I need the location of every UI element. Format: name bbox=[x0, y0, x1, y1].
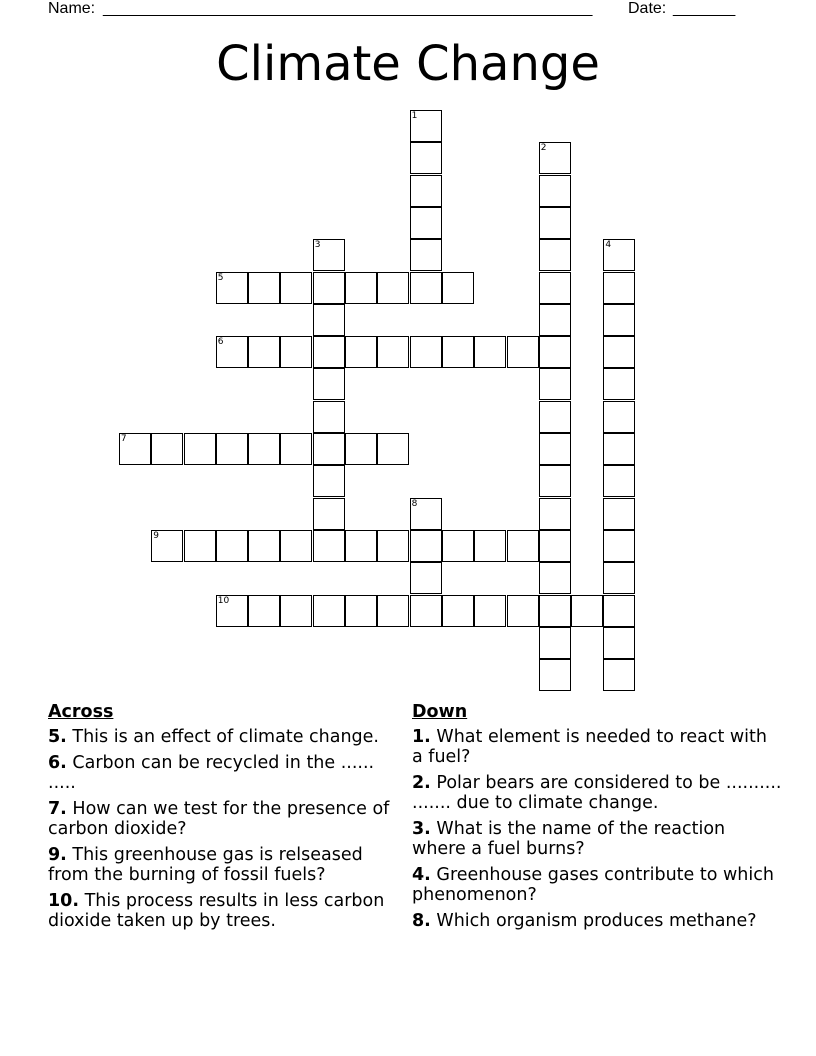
grid-cell[interactable] bbox=[603, 465, 635, 497]
clue-text: Polar bears are considered to be .......... ....... due to climate change. bbox=[412, 773, 782, 813]
grid-cell[interactable] bbox=[603, 433, 635, 465]
grid-cell[interactable] bbox=[313, 239, 345, 271]
grid-cell[interactable] bbox=[216, 272, 248, 304]
grid-cell[interactable] bbox=[216, 336, 248, 368]
clue-number-label: 2 bbox=[540, 143, 547, 154]
across-heading: Across bbox=[48, 702, 114, 722]
grid-cell[interactable] bbox=[377, 272, 409, 304]
grid-cell[interactable] bbox=[410, 336, 442, 368]
grid-cell[interactable] bbox=[184, 433, 216, 465]
clue-number: 1. bbox=[412, 727, 431, 747]
grid-cell[interactable] bbox=[539, 272, 571, 304]
grid-cell[interactable] bbox=[216, 530, 248, 562]
grid-cell[interactable] bbox=[539, 207, 571, 239]
grid-cell[interactable] bbox=[377, 336, 409, 368]
clue-text: What element is needed to react with a fuel? bbox=[412, 727, 767, 767]
grid-cell[interactable] bbox=[539, 498, 571, 530]
grid-cell[interactable] bbox=[248, 595, 280, 627]
grid-cell[interactable] bbox=[474, 530, 506, 562]
grid-cell[interactable] bbox=[151, 530, 183, 562]
grid-cell[interactable] bbox=[410, 142, 442, 174]
grid-cell[interactable] bbox=[313, 368, 345, 400]
grid-cell[interactable] bbox=[507, 530, 539, 562]
name-label: Name: bbox=[48, 0, 96, 17]
clue-number: 7. bbox=[48, 799, 67, 819]
grid-cell[interactable] bbox=[539, 465, 571, 497]
grid-cell[interactable] bbox=[410, 239, 442, 271]
grid-cell[interactable] bbox=[539, 368, 571, 400]
clue-down-8 bbox=[412, 911, 782, 931]
grid-cell[interactable] bbox=[410, 272, 442, 304]
grid-cell[interactable] bbox=[442, 336, 474, 368]
date-field[interactable]: _______ bbox=[673, 0, 736, 17]
clue-number: 10. bbox=[48, 891, 80, 911]
grid-cell[interactable] bbox=[442, 530, 474, 562]
date-label: Date: bbox=[628, 0, 667, 17]
grid-cell[interactable] bbox=[539, 142, 571, 174]
grid-cell[interactable] bbox=[410, 498, 442, 530]
grid-cell[interactable] bbox=[345, 433, 377, 465]
grid-cell[interactable] bbox=[603, 401, 635, 433]
grid-cell[interactable] bbox=[345, 336, 377, 368]
grid-cell[interactable] bbox=[313, 433, 345, 465]
grid-cell[interactable] bbox=[377, 530, 409, 562]
clue-text: Greenhouse gases contribute to which phenomenon? bbox=[412, 865, 774, 905]
clue-text: This greenhouse gas is relseased from the burning of fossil fuels? bbox=[48, 845, 363, 885]
grid-cell[interactable] bbox=[539, 562, 571, 594]
grid-cell[interactable] bbox=[539, 595, 571, 627]
grid-cell[interactable] bbox=[507, 336, 539, 368]
grid-cell[interactable] bbox=[410, 175, 442, 207]
grid-cell[interactable] bbox=[539, 659, 571, 691]
grid-cell[interactable] bbox=[248, 530, 280, 562]
grid-cell[interactable] bbox=[603, 368, 635, 400]
down-clues bbox=[412, 702, 782, 937]
grid-cell[interactable] bbox=[280, 595, 312, 627]
grid-cell[interactable] bbox=[474, 336, 506, 368]
clue-number-label: 1 bbox=[411, 111, 418, 121]
clue-number-label: 10 bbox=[217, 595, 230, 606]
grid-cell[interactable] bbox=[151, 433, 183, 465]
grid-cell[interactable] bbox=[539, 433, 571, 465]
clue-text: Carbon can be recycled in the ...... ..... bbox=[48, 753, 375, 793]
clue-text: How can we test for the presence of carbon dioxide? bbox=[48, 799, 390, 839]
grid-cell[interactable] bbox=[539, 627, 571, 659]
grid-cell[interactable] bbox=[603, 239, 635, 271]
grid-cell[interactable] bbox=[539, 530, 571, 562]
grid-cell[interactable] bbox=[248, 336, 280, 368]
grid-cell[interactable] bbox=[248, 433, 280, 465]
grid-cell[interactable] bbox=[474, 595, 506, 627]
grid-cell[interactable] bbox=[442, 272, 474, 304]
grid-cell[interactable] bbox=[216, 433, 248, 465]
clue-number: 2. bbox=[412, 773, 431, 793]
grid-cell[interactable] bbox=[313, 498, 345, 530]
grid-cell[interactable] bbox=[410, 562, 442, 594]
grid-cell[interactable] bbox=[603, 659, 635, 691]
grid-cell[interactable] bbox=[184, 530, 216, 562]
across-clues bbox=[48, 702, 393, 937]
grid-cell[interactable] bbox=[280, 530, 312, 562]
grid-cell[interactable] bbox=[442, 595, 474, 627]
grid-cell[interactable] bbox=[571, 595, 603, 627]
grid-cell[interactable] bbox=[539, 304, 571, 336]
clue-number: 6. bbox=[48, 753, 67, 773]
grid-cell[interactable] bbox=[603, 562, 635, 594]
clue-across-6 bbox=[48, 753, 393, 793]
grid-cell[interactable] bbox=[603, 498, 635, 530]
clue-number: 4. bbox=[412, 865, 431, 885]
clue-across-10 bbox=[48, 891, 393, 931]
grid-cell[interactable] bbox=[410, 207, 442, 239]
grid-cell[interactable] bbox=[345, 272, 377, 304]
grid-cell[interactable] bbox=[603, 627, 635, 659]
clue-across-9 bbox=[48, 845, 393, 885]
clue-number: 9. bbox=[48, 845, 67, 865]
grid-cell[interactable] bbox=[539, 336, 571, 368]
clue-text: This is an effect of climate change. bbox=[72, 727, 379, 747]
grid-cell[interactable] bbox=[603, 304, 635, 336]
clue-number-label: 7 bbox=[120, 434, 127, 444]
grid-cell[interactable] bbox=[313, 272, 345, 304]
grid-cell[interactable] bbox=[313, 530, 345, 562]
clue-number-label: 8 bbox=[411, 498, 418, 509]
clue-number-label: 3 bbox=[314, 240, 321, 251]
grid-cell[interactable] bbox=[280, 272, 312, 304]
grid-cell[interactable] bbox=[410, 110, 442, 142]
grid-cell[interactable] bbox=[280, 433, 312, 465]
down-heading: Down bbox=[412, 702, 468, 722]
grid-cell[interactable] bbox=[603, 595, 635, 627]
grid-cell[interactable] bbox=[248, 272, 280, 304]
grid-cell[interactable] bbox=[119, 433, 151, 465]
grid-cell[interactable] bbox=[603, 530, 635, 562]
grid-cell[interactable] bbox=[313, 595, 345, 627]
page-title: Climate Change bbox=[216, 36, 600, 92]
clue-text: This process results in less carbon dioxide taken up by trees. bbox=[48, 891, 385, 931]
clue-text: What is the name of the reaction where a fuel burns? bbox=[412, 819, 726, 859]
grid-cell[interactable] bbox=[377, 433, 409, 465]
clue-number-label: 6 bbox=[217, 337, 224, 348]
grid-cell[interactable] bbox=[280, 336, 312, 368]
grid-cell[interactable] bbox=[313, 304, 345, 336]
grid-cell[interactable] bbox=[313, 401, 345, 433]
clue-number-label: 5 bbox=[217, 272, 224, 283]
clue-down-2 bbox=[412, 773, 782, 813]
clue-across-5 bbox=[48, 727, 393, 747]
grid-cell[interactable] bbox=[539, 401, 571, 433]
grid-cell[interactable] bbox=[603, 272, 635, 304]
clue-down-1 bbox=[412, 727, 782, 767]
grid-cell[interactable] bbox=[313, 336, 345, 368]
grid-cell[interactable] bbox=[410, 530, 442, 562]
clue-number-label: 4 bbox=[605, 240, 612, 251]
name-field[interactable]: _______________________________________________________ bbox=[103, 0, 593, 17]
clue-number: 8. bbox=[412, 911, 431, 931]
grid-cell[interactable] bbox=[313, 465, 345, 497]
grid-cell[interactable] bbox=[216, 595, 248, 627]
clue-across-7 bbox=[48, 799, 393, 839]
grid-cell[interactable] bbox=[539, 175, 571, 207]
grid-cell[interactable] bbox=[410, 595, 442, 627]
clue-number: 5. bbox=[48, 727, 67, 747]
grid-cell[interactable] bbox=[507, 595, 539, 627]
grid-cell[interactable] bbox=[539, 239, 571, 271]
clue-down-4 bbox=[412, 865, 782, 905]
grid-cell[interactable] bbox=[345, 595, 377, 627]
grid-cell[interactable] bbox=[345, 530, 377, 562]
grid-cell[interactable] bbox=[603, 336, 635, 368]
grid-cell[interactable] bbox=[377, 595, 409, 627]
clue-number-label: 9 bbox=[153, 530, 159, 541]
clue-down-3 bbox=[412, 819, 782, 859]
clue-text: Which organism produces methane? bbox=[436, 911, 757, 931]
clue-number: 3. bbox=[412, 819, 431, 839]
